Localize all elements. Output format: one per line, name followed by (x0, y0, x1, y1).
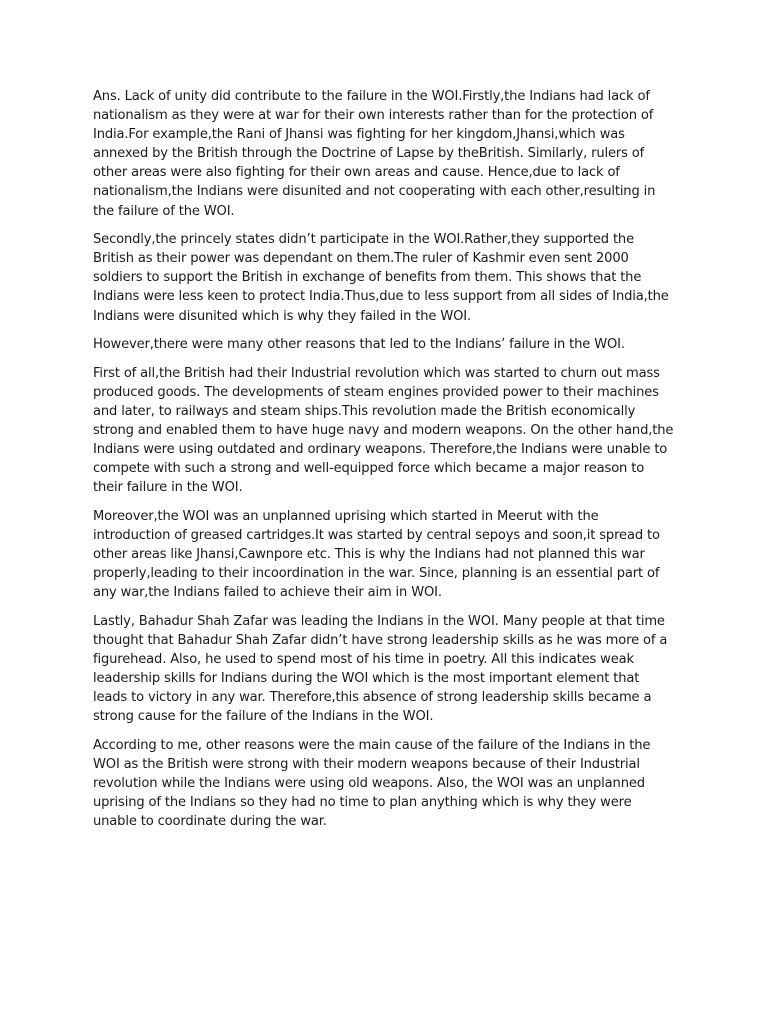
paragraph-conclusion: According to me, other reasons were the main cause of the failure of the Indians in the WOI as the British were strong with their modern weapons because of their Industrial revolution while the Indians were using old weapons. Also, the WOI was an unplanned uprising of the Indians so they had no time to plan anything which is why they were unable to coordinate during the war. (93, 737, 651, 830)
paragraph-industrial-revolution: First of all,the British had their Industrial revolution which was started to churn out mass produced goods. The developments of steam engines provided power to their machines and later, to railways and steam ships.This revolution made the British economically strong and enabled them to have huge navy and modern weapons. On the other hand,the Indians were using outdated and ordinary weapons. Therefore,the Indians were unable to compete with such a strong and well-equipped force which became a major reason to their failure in the WOI. (93, 365, 674, 496)
paragraph-princely-states: Secondly,the princely states didn’t participate in the WOI.Rather,they supported the British as their power was dependant on them.The ruler of Kashmir even sent 2000 soldiers to support the British in exchange of benefits from them. This shows that the Indians were less keen to protect India.Thus,due to less support from all sides of India,the Indians were disunited which is why they failed in the WOI. (93, 232, 669, 324)
paragraph-unplanned-uprising: Moreover,the WOI was an unplanned uprising which started in Meerut with the introduction of greased cartridges.It was started by central sepoys and soon,it spread to other areas like Jhansi,Cawnpore etc. This is why the Indians had not planned this war properly,leading to their incoordination in the war. Since, planning is an essential part of any war,the Indians failed to achieve their aim in WOI. (93, 508, 660, 601)
paragraph-intro-answer: Ans. Lack of unity did contribute to the failure in the WOI.Firstly,the Indians had lack of nationalism as they were at war for their own interests rather than for the protection of India.For example,the Rani of Jhansi was fighting for her kingdom,Jhansi,which was annexed by the British through the Doctrine of Lapse by theBritish. Similarly, rulers of other areas were also fighting for their own areas and cause. Hence,due to lack of nationalism,the Indians were disunited and not cooperating with each other,resulting in the failure of the WOI. (93, 89, 656, 219)
paragraph-other-reasons: However,there were many other reasons that led to the Indians’ failure in the WOI. (93, 337, 625, 353)
document-body (93, 87, 677, 841)
paragraph-leadership: Lastly, Bahadur Shah Zafar was leading the Indians in the WOI. Many people at that time thought that Bahadur Shah Zafar didn’t have strong leadership skills as he was more of a figurehead. Also, he used to spend most of his time in poetry. All this indicates weak leadership skills for Indians during the WOI which is the most important element that leads to victory in any war. Therefore,this absence of strong leadership skills became a strong cause for the failure of the Indians in the WOI. (93, 613, 668, 725)
